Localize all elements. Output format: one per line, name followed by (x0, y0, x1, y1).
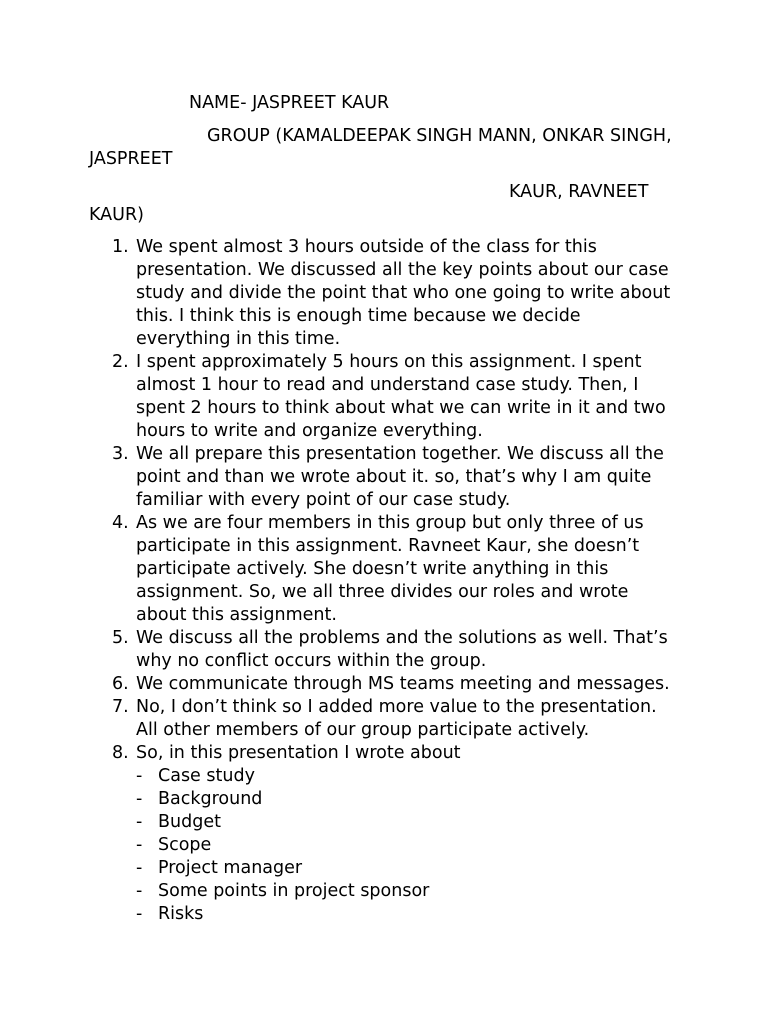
list-item (0, 627, 768, 673)
list-item-text-line: assignment. So, we all three divides our roles and wrote (136, 582, 629, 602)
bullet-text: Some points in project sponsor (158, 881, 430, 901)
numbered-list (0, 236, 768, 926)
list-item-text-line: familiar with every point of our case study. (136, 490, 511, 510)
bullet-dash: - (136, 812, 143, 832)
list-item-number: 1. (112, 237, 129, 257)
list-item (0, 351, 768, 443)
list-item-text-line: presentation. We discussed all the key points about our case (136, 260, 669, 280)
list-item-text-line: All other members of our group participate actively. (136, 720, 590, 740)
list-item-text-line: spent 2 hours to think about what we can write in it and two (136, 398, 666, 418)
list-item-number: 7. (112, 697, 129, 717)
bullet-dash: - (136, 881, 143, 901)
list-item (0, 236, 768, 351)
list-item-text-line: point and than we wrote about it. so, that’s why I am quite (136, 467, 652, 487)
bullet-text: Project manager (158, 858, 303, 878)
list-item-number: 5. (112, 628, 129, 648)
list-item-text-line: about this assignment. (136, 605, 337, 625)
list-item-text-line: why no conflict occurs within the group. (136, 651, 487, 671)
bullet-dash: - (136, 858, 143, 878)
list-item-text-line: We communicate through MS teams meeting and messages. (136, 674, 670, 694)
list-item-text-line: everything in this time. (136, 329, 341, 349)
list-item-text-line: study and divide the point that who one going to write about (136, 283, 671, 303)
list-item-number: 2. (112, 352, 129, 372)
bullet-dash: - (136, 904, 143, 924)
bullet-text: Risks (158, 904, 204, 924)
name-line: NAME- JASPREET KAUR (189, 93, 390, 113)
bullet-item (0, 788, 768, 811)
list-item-number: 8. (112, 743, 129, 763)
group-line-2: JASPREET (89, 149, 173, 169)
group-line-3: KAUR, RAVNEET (509, 182, 649, 202)
list-item (0, 673, 768, 696)
bullet-text: Budget (158, 812, 221, 832)
topic-bullet-list (0, 765, 768, 926)
list-item-text-line: participate actively. She doesn’t write anything in this (136, 559, 609, 579)
bullet-item (0, 880, 768, 903)
list-item (0, 443, 768, 512)
bullet-item (0, 765, 768, 788)
list-item-number: 4. (112, 513, 129, 533)
bullet-text: Case study (158, 766, 255, 786)
list-item-text-line: We discuss all the problems and the solutions as well. That’s (136, 628, 668, 648)
list-item-text-line: I spent approximately 5 hours on this assignment. I spent (136, 352, 642, 372)
group-line-1: GROUP (KAMALDEEPAK SINGH MANN, ONKAR SINGH, (207, 126, 672, 146)
list-item-text-line: As we are four members in this group but only three of us (136, 513, 644, 533)
bullet-item (0, 834, 768, 857)
list-item-text-line: almost 1 hour to read and understand case study. Then, I (136, 375, 639, 395)
list-item-text-line: hours to write and organize everything. (136, 421, 483, 441)
bullet-dash: - (136, 789, 143, 809)
list-item (0, 512, 768, 627)
list-item (0, 696, 768, 742)
bullet-item (0, 903, 768, 926)
list-item-text-line: We spent almost 3 hours outside of the class for this (136, 237, 597, 257)
list-item-number: 3. (112, 444, 129, 464)
bullet-item (0, 811, 768, 834)
list-item-text-line: participate in this assignment. Ravneet Kaur, she doesn’t (136, 536, 640, 556)
bullet-text: Background (158, 789, 263, 809)
bullet-dash: - (136, 835, 143, 855)
list-item-text-line: No, I don’t think so I added more value to the presentation. (136, 697, 657, 717)
group-line-4: KAUR) (89, 205, 144, 225)
list-item-number: 6. (112, 674, 129, 694)
bullet-text: Scope (158, 835, 212, 855)
list-item-text-line: We all prepare this presentation together. We discuss all the (136, 444, 664, 464)
bullet-dash: - (136, 766, 143, 786)
list-item-text-line: So, in this presentation I wrote about (136, 743, 461, 763)
list-item (0, 742, 768, 765)
list-item-text-line: this. I think this is enough time because we decide (136, 306, 581, 326)
bullet-item (0, 857, 768, 880)
